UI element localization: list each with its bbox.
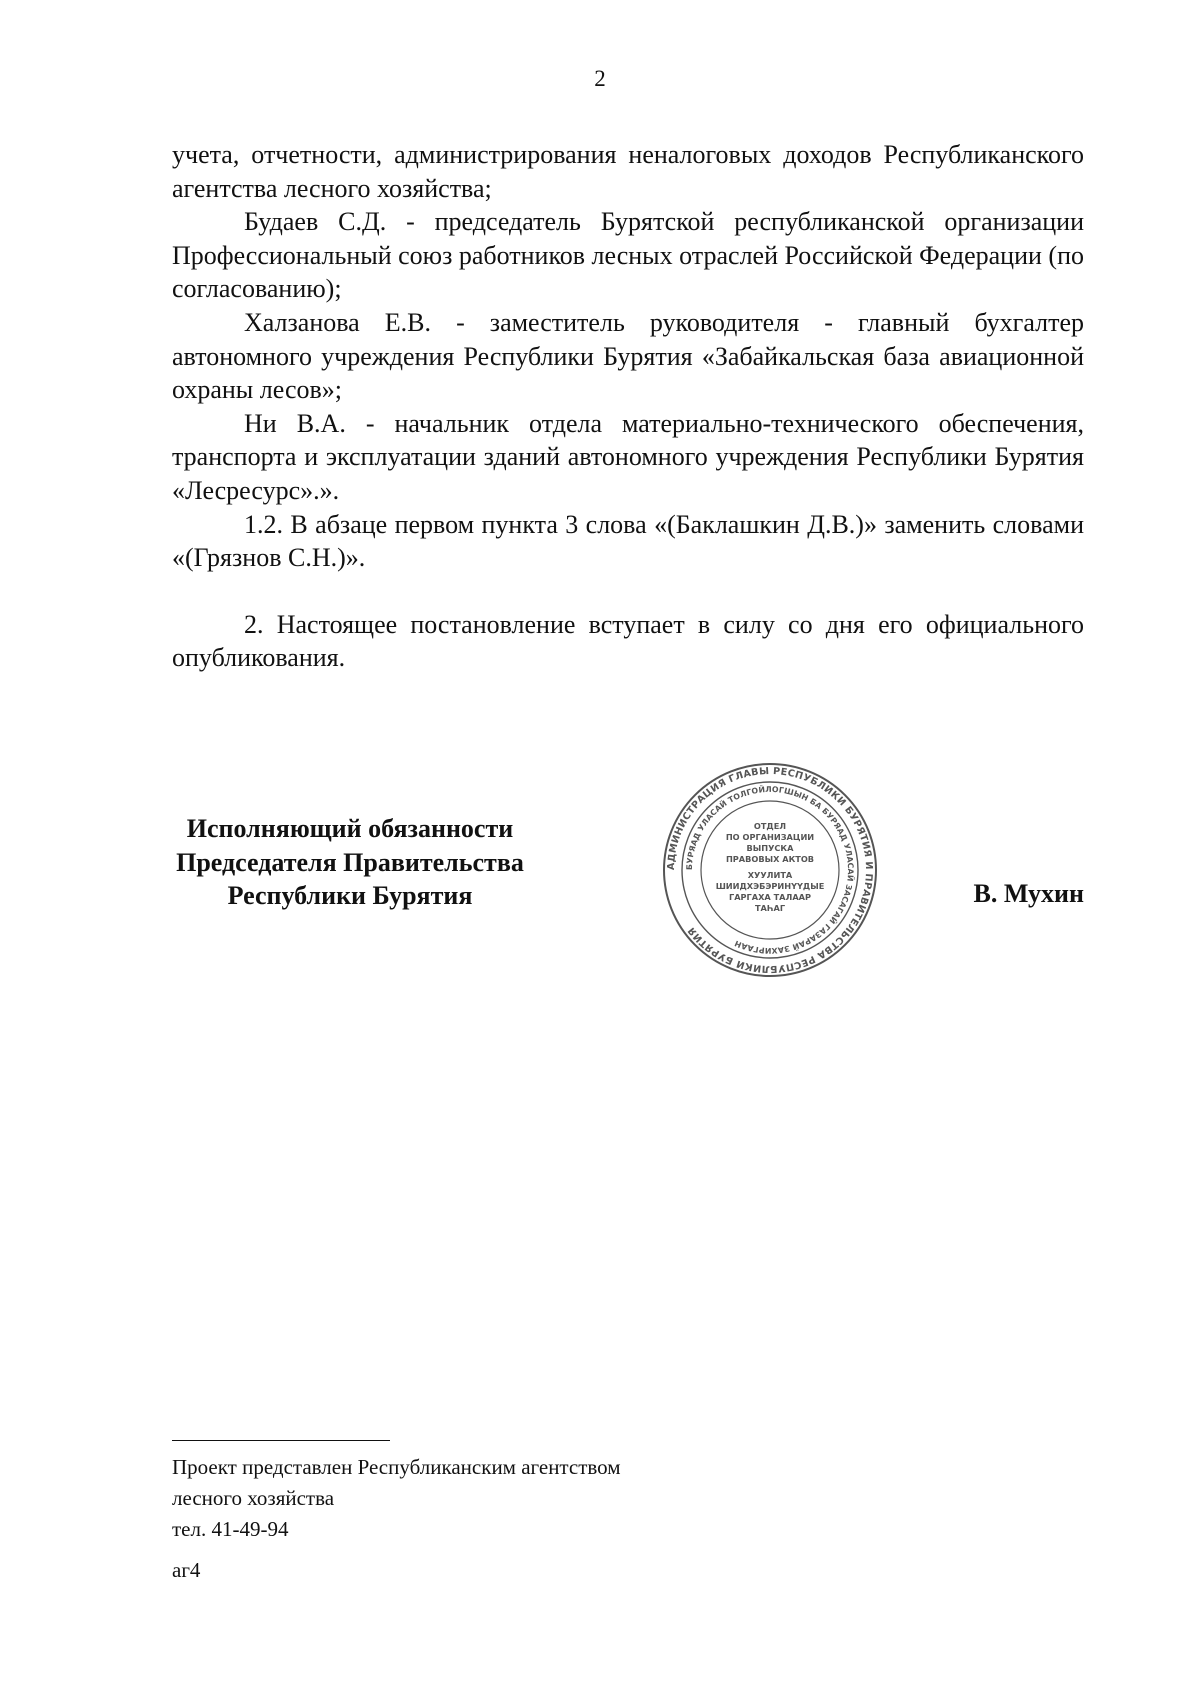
- footnote: [172, 1452, 621, 1545]
- paragraph-budaev: Будаев С.Д. - председатель Бурятской республиканской организации Профессиональный союз работников лесных отраслей Российской Федерации (по согласованию);: [172, 207, 1084, 304]
- signatory-position-line: Республики Бурятия: [227, 881, 473, 911]
- signatory-position: [160, 812, 540, 913]
- seal-center-line: ПО ОРГАНИЗАЦИИ: [725, 832, 815, 842]
- footnote-line: лесного хозяйства: [172, 1486, 335, 1510]
- page-number: 2: [594, 66, 606, 91]
- paragraph-continuation: учета, отчетности, администрирования неналоговых доходов Республиканского агентства лесного хозяйства;: [172, 140, 1084, 203]
- seal-center-line: ОТДЕЛ: [753, 821, 787, 831]
- paragraph-khalzanova: Халзанова Е.В. - заместитель руководителя - главный бухгалтер автономного учреждения Республики Бурятия «Забайкальская база авиационной охраны лесов»;: [172, 307, 1084, 405]
- document-body: [172, 138, 1084, 675]
- paragraph-effective-date: 2. Настоящее постановление вступает в силу со дня его официального опубликования.: [172, 609, 1084, 673]
- signatory-name: В. Мухин: [973, 879, 1084, 908]
- footnote-divider: [172, 1440, 390, 1441]
- paragraph-ni: Ни В.А. - начальник отдела материально-технического обеспечения, транспорта и эксплуатации зданий автономного учреждения Республики Бурятия «Лесресурс».».: [172, 408, 1084, 505]
- seal-center-line: ВЫПУСКА: [746, 843, 794, 853]
- seal-center-line: ХУУЛИТА: [747, 870, 793, 880]
- paragraph-amendment-1-2: 1.2. В абзаце первом пункта 3 слова «(Баклашкин Д.В.)» заменить словами «(Грязнов С.Н.)».: [172, 509, 1084, 573]
- seal-inner-ring-text: БУРЯАД УЛАСАЙ ТОЛГОЙЛОГШЫН БА БУРЯАД УЛАСАЙ ЗАСАГАЙ ГАЗАРАЙ ЗАХИРГААН: [684, 784, 856, 956]
- seal-center-line: ГАРГАХА ТАЛААР: [728, 892, 812, 902]
- seal-center-line: ШИИДХЭБЭРИНҮҮДЫЕ: [715, 881, 825, 891]
- footnote-line: Проект представлен Республиканским агентством: [172, 1455, 621, 1479]
- seal-outer-text: АДМИНИСТРАЦИЯ ГЛАВЫ РЕСПУБЛИКИ БУРЯТИЯ И ПРАВИТЕЛЬСТВА РЕСПУБЛИКИ БУРЯТИЯ: [665, 765, 875, 975]
- seal-center-line: ТАҺАГ: [754, 903, 786, 913]
- signatory-position-line: Исполняющий обязанности: [186, 814, 514, 843]
- seal-center-line: ПРАВОВЫХ АКТОВ: [725, 854, 815, 864]
- official-seal-stamp: [661, 761, 879, 979]
- document-code: аг4: [172, 1558, 201, 1582]
- signatory-position-line: Председателя Правительства: [176, 847, 524, 877]
- footnote-line: тел. 41-49-94: [172, 1517, 289, 1541]
